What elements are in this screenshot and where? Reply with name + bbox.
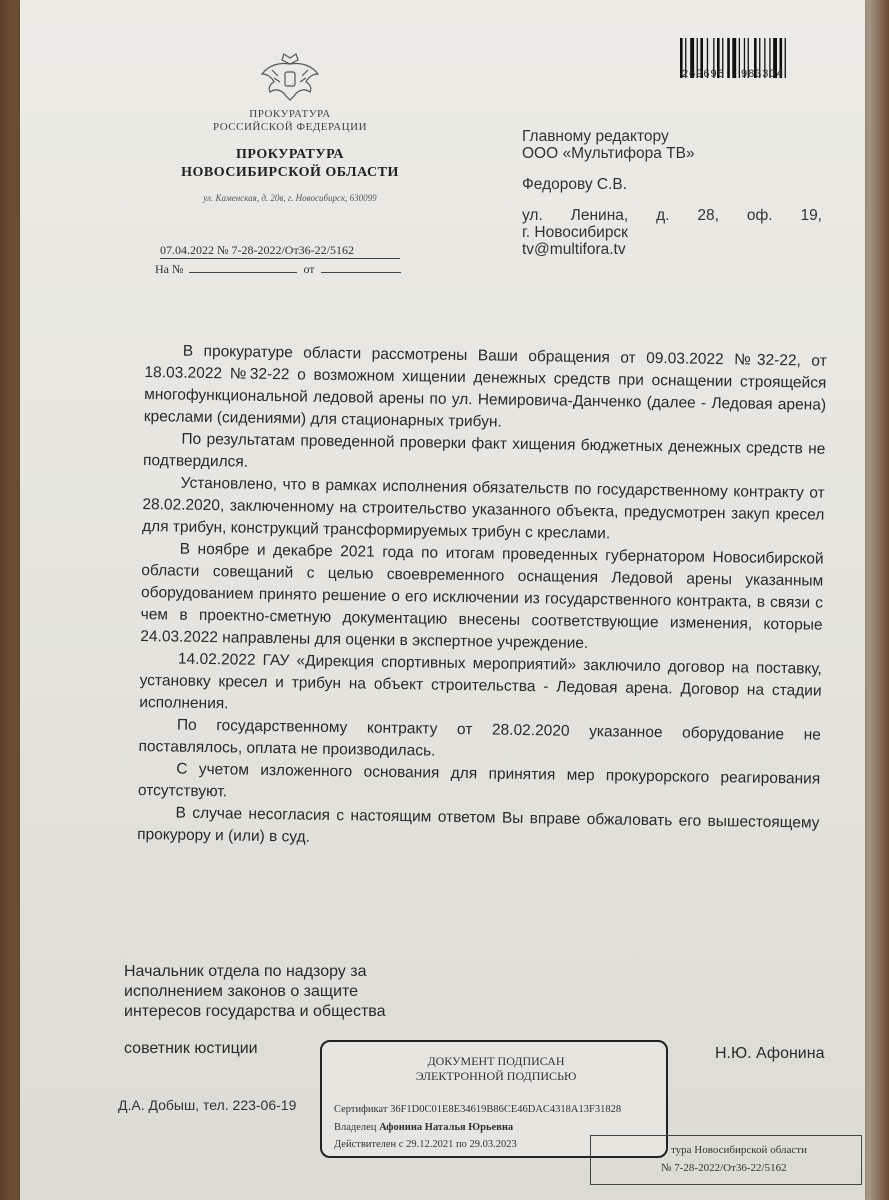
barcode-left-number: 269696: [682, 68, 725, 80]
recipient-line2: ООО «Мультифора ТВ»: [522, 145, 695, 162]
signatory-name: Н.Ю. Афонина: [715, 1045, 825, 1062]
na-blank: [189, 272, 297, 273]
paragraph-2: По результатам проведенной проверки факт хищения бюджетных денежных средств не подтвердился.: [142, 430, 826, 471]
org-header-main: [160, 146, 420, 182]
signatory-rank: советник юстиции: [124, 1040, 258, 1057]
org-big-line1: ПРОКУРАТУРА: [235, 147, 345, 162]
signatory-title-line2: исполнением законов о защите: [124, 983, 359, 1000]
org-header-small: [185, 108, 395, 134]
recipient-line5: г. Новосибирск: [522, 224, 628, 241]
stamp-header-line1: ДОКУМЕНТ ПОДПИСАН: [427, 1054, 565, 1068]
recipient-email: tv@multifora.tv: [522, 241, 626, 258]
stamp-header-line2: ЭЛЕКТРОННОЙ ПОДПИСЬЮ: [415, 1069, 577, 1083]
registration-box: [590, 1135, 862, 1185]
barcode-right-number: 983304: [740, 68, 784, 80]
regbox-line2: № 7-28-2022/От36-22/5162: [661, 1162, 787, 1174]
regbox-line1: тура Новосибирской области: [671, 1144, 807, 1156]
stamp-owner: Афонина Наталья Юрьевна: [379, 1122, 514, 1133]
org-address: ул. Каменская, д. 20в, г. Новосибирск, 630099: [203, 193, 377, 203]
barcode-numbers: [682, 68, 832, 80]
recipient-block: [522, 128, 822, 258]
recipient-line1: Главному редактору: [522, 128, 669, 145]
recipient-line3: Федорову С.В.: [522, 176, 628, 193]
org-small-line1: ПРОКУРАТУРА: [249, 108, 331, 120]
paragraph-5: 14.02.2022 ГАУ «Дирекция спортивных мероприятий» заключило договор на поставку, установку кресел и трибун на объект строительства - Ледовая арена. Договор на стадии исполнения.: [139, 650, 823, 713]
signatory-title-line3: интересов государства и общества: [124, 1003, 386, 1020]
ot-label: от: [303, 262, 315, 276]
paragraph-1: В прокуратуре области рассмотрены Ваши обращения от 09.03.2022 №32-22, от 18.03.2022 №32-22 о возможном хищении денежных средств при оснащении строящейся многофункциональной ледовой арены по ул. Немировича-Данченко (далее - Ледовая арена) креслами (сидениями) для стационарных трибун.: [143, 342, 827, 431]
signatory-title-line1: Начальник отдела по надзору за: [124, 963, 367, 980]
letter-body: [137, 340, 827, 857]
stamp-owner-label: Владелец: [334, 1122, 377, 1133]
stamp-validity: Действителен с 29.12.2021 по 29.03.2023: [334, 1139, 517, 1150]
paragraph-7: С учетом изложенного основания для принятия мер прокурорского реагирования отсутствуют.: [137, 760, 821, 801]
ot-blank: [321, 272, 401, 273]
paragraph-4: В ноябре и декабре 2021 года по итогам проведенных губернатором Новосибирской области совещаний с целью своевременного оснащения Ледовой арены указанным оборудованием принято решение о его исключении из государственного контракта, в связи с чем в проектно-сметную документацию внесены соответствующие изменения, которые 24.03.2022 направлены для оценки в экспертное учреждение.: [140, 540, 824, 652]
paragraph-6: По государственному контракту от 28.02.2020 указанное оборудование не поставлялось, оплата не производилась.: [138, 716, 822, 760]
paragraph-3: Установлено, что в рамках исполнения обязательств по государственному контракту от 28.02.2020, заключенному на строительство указанного объекта, предусмотрен закуп кресел для трибун, конструкций трансформируемых трибун с креслами.: [141, 474, 825, 543]
paragraph-8: В случае несогласия с настоящим ответом Вы вправе обжаловать его вышестоящему прокурору и (или) в суд.: [137, 804, 820, 846]
na-label: На №: [155, 262, 184, 276]
incoming-ref-line: [155, 262, 415, 277]
org-big-line2: НОВОСИБИРСКОЙ ОБЛАСТИ: [181, 165, 399, 180]
stamp-owner-line: [334, 1122, 513, 1133]
outgoing-reg-number: 07.04.2022 № 7-28-2022/От36-22/5162: [160, 243, 400, 259]
stamp-certificate: Сертификат 36F1D0C01E8E34619B86CE46DAC4318A13F31828: [334, 1104, 622, 1115]
coat-of-arms-icon: [258, 52, 322, 102]
signatory-title: [124, 962, 444, 1022]
executor-contact: Д.А. Добыш, тел. 223-06-19: [118, 1097, 297, 1113]
org-small-line2: РОССИЙСКОЙ ФЕДЕРАЦИИ: [212, 121, 368, 133]
stamp-header: [322, 1054, 670, 1084]
recipient-line4: ул. Ленина, д. 28, оф. 19,: [522, 207, 822, 224]
